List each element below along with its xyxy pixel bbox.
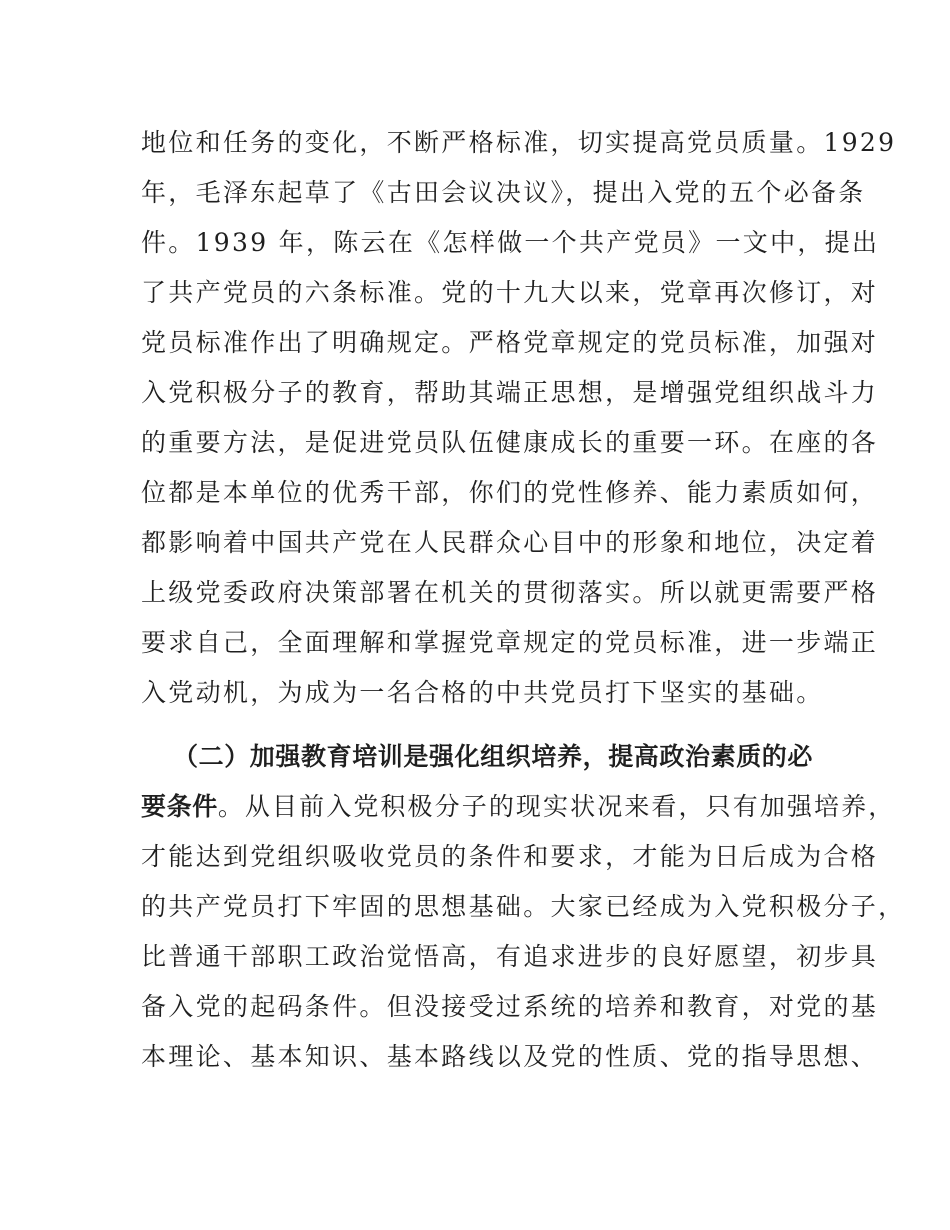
paragraph-line: 地位和任务的变化，不断严格标准，切实提高党员质量。1929 — [141, 128, 897, 157]
paragraph-line: 要求自己，全面理解和掌握党章规定的党员标准，进一步端正 — [141, 628, 879, 657]
section-heading-tail: 要条件 — [141, 792, 218, 821]
paragraph-line: 党员标准作出了明确规定。严格党章规定的党员标准，加强对 — [141, 328, 879, 357]
paragraph-line: 入党动机，为成为一名合格的中共党员打下坚实的基础。 — [141, 678, 824, 707]
paragraph-line: 了共产党员的六条标准。党的十九大以来，党章再次修订，对 — [141, 278, 879, 307]
paragraph-line: 都影响着中国共产党在人民群众心目中的形象和地位，决定着 — [141, 528, 879, 557]
paragraph-line: 件。1939 年，陈云在《怎样做一个共产党员》一文中，提出 — [141, 228, 880, 257]
paragraph-line: 才能达到党组织吸收党员的条件和要求，才能为日后成为合格 — [141, 842, 879, 871]
paragraph-line: 比普通干部职工政治觉悟高，有追求进步的良好愿望，初步具 — [141, 942, 879, 971]
paragraph-line: 的共产党员打下牢固的思想基础。大家已经成为入党积极分子， — [141, 892, 906, 921]
paragraph-line: 本理论、基本知识、基本路线以及党的性质、党的指导思想、 — [141, 1042, 879, 1071]
section-heading: （二）加强教育培训是强化组织培养，提高政治素质的必 — [173, 742, 814, 771]
paragraph-line: 年，毛泽东起草了《古田会议决议》，提出入党的五个必备条 — [141, 178, 866, 207]
paragraph-line: 备入党的起码条件。但没接受过系统的培养和教育，对党的基 — [141, 992, 879, 1021]
paragraph-line: 入党积极分子的教育，帮助其端正思想，是增强党组织战斗力 — [141, 378, 879, 407]
paragraph-line: 的重要方法，是促进党员队伍健康成长的重要一环。在座的各 — [141, 428, 879, 457]
section-heading-continuation — [141, 792, 895, 822]
paragraph-line: 位都是本单位的优秀干部，你们的党性修养、能力素质如何， — [141, 478, 879, 507]
paragraph-line-rest: 。从目前入党积极分子的现实状况来看，只有加强培养， — [217, 792, 896, 821]
paragraph-line: 上级党委政府决策部署在机关的贯彻落实。所以就更需要严格 — [141, 578, 879, 607]
